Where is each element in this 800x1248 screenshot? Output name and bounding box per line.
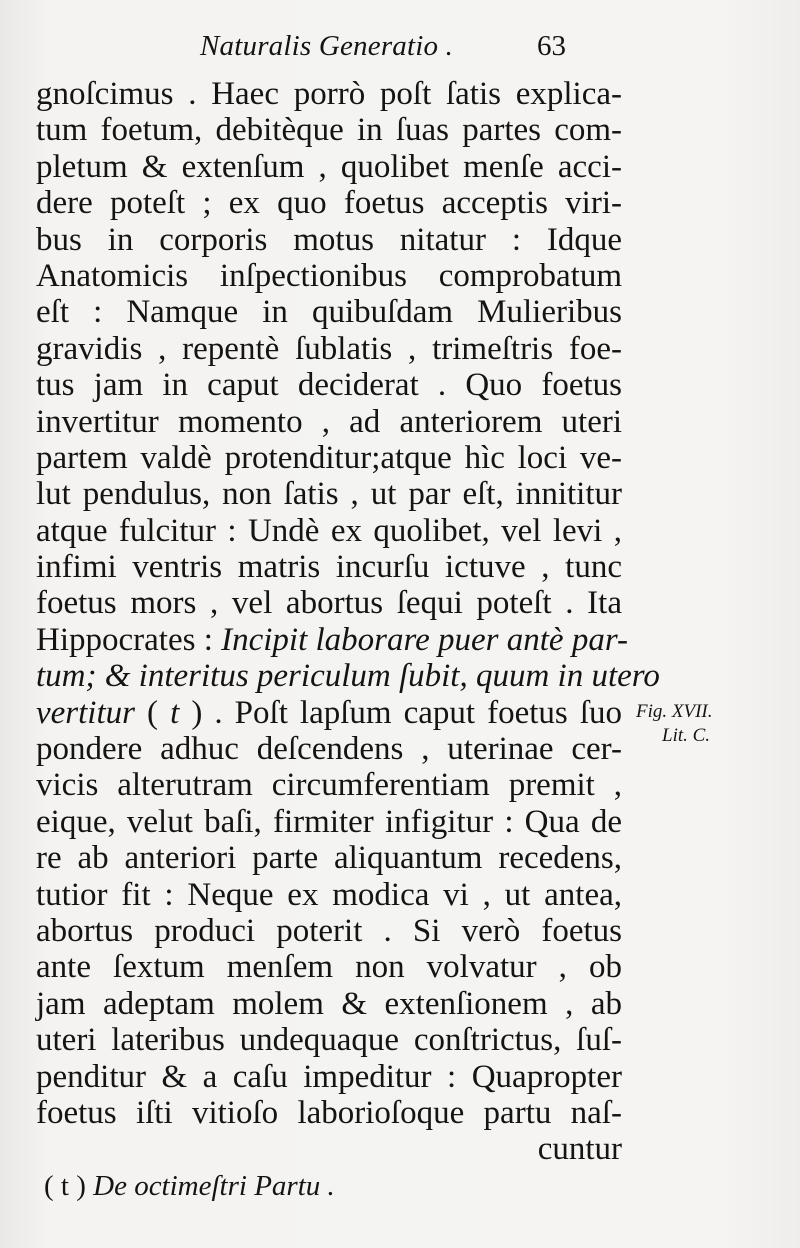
text-line xyxy=(36,367,622,403)
text-line xyxy=(36,294,622,330)
text-segment: penditur & a caſu impeditur : Quapropter xyxy=(36,1058,622,1095)
text-line xyxy=(36,149,622,185)
text-line xyxy=(36,731,622,767)
text-line xyxy=(36,840,622,876)
text-line xyxy=(36,185,622,221)
text-segment: re ab anteriori parte aliquantum recedens, xyxy=(36,840,622,877)
text-segment: cuntur xyxy=(537,1131,622,1168)
text-segment: eſt : Namque in quibuſdam Mulieribus xyxy=(36,294,622,331)
text-segment: atque fulcitur : Undè ex quolibet, vel levi , xyxy=(36,512,622,549)
text-segment: bus in corporis motus nitatur : Idque xyxy=(36,221,622,258)
text-segment: tus jam in caput deciderat . Quo foetus xyxy=(36,367,622,404)
text-line xyxy=(36,404,622,440)
footnote xyxy=(44,1170,335,1203)
text-segment: foetus iſti vitioſo laborioſoque partu naſ- xyxy=(36,1094,622,1131)
footnote-text: De octimeſtri Partu . xyxy=(93,1170,335,1202)
text-segment: foetus mors , vel abortus ſequi poteſt . Ita xyxy=(36,585,622,622)
italic-segment: tum; & interitus periculum ſubit, quum in utero xyxy=(36,658,660,695)
text-segment: pondere adhuc deſcendens , uterinae cer- xyxy=(36,731,622,768)
text-line xyxy=(36,986,622,1022)
text-line xyxy=(36,112,622,148)
text-line xyxy=(36,476,622,512)
italic-segment: t xyxy=(170,694,180,731)
text-segment: uteri lateribus undequaque conſtrictus, ſuſ- xyxy=(36,1022,622,1059)
body-text xyxy=(36,76,660,1168)
margin-note-letter: Lit. C. xyxy=(662,725,711,746)
text-line xyxy=(36,767,622,803)
text-segment: jam adeptam molem & extenſionem , ab xyxy=(36,985,622,1022)
text-line xyxy=(36,1131,622,1167)
running-head xyxy=(200,30,620,70)
text-segment: dere poteſt ; ex quo foetus acceptis viri- xyxy=(36,185,622,222)
margin-note xyxy=(636,700,746,748)
text-segment: invertitur momento , ad anteriorem uteri xyxy=(36,403,622,440)
text-segment: infimi ventris matris incurſu ictuve , tunc xyxy=(36,549,622,586)
text-segment: vicis alterutram circumferentiam premit , xyxy=(36,767,622,804)
text-line xyxy=(36,513,622,549)
text-line xyxy=(36,1022,622,1058)
text-segment: tutior fit : Neque ex modica vi , ut antea, xyxy=(36,876,622,913)
text-segment: Hippocrates : xyxy=(36,621,222,658)
text-line xyxy=(36,76,622,112)
text-line xyxy=(36,804,622,840)
italic-segment: vertitur xyxy=(36,694,135,731)
footnote-marker: ( t ) xyxy=(44,1170,94,1202)
text-segment: tum foetum, debitèque in ſuas partes com- xyxy=(36,112,622,149)
text-segment: eique, velut baſi, firmiter infigitur : Qua de xyxy=(36,803,622,840)
text-segment: gravidis , repentè ſublatis , trimeſtris foe- xyxy=(36,330,622,367)
text-line xyxy=(36,877,622,913)
text-line xyxy=(36,913,622,949)
text-line xyxy=(36,621,629,658)
text-segment: ante ſextum menſem non volvatur , ob xyxy=(36,949,622,986)
text-segment: ( xyxy=(134,694,171,731)
running-title: Naturalis Generatio . xyxy=(200,30,454,62)
text-segment: abortus produci poterit . Si verò foetus xyxy=(36,912,622,949)
text-segment: pletum & extenſum , quolibet menſe acci- xyxy=(36,148,622,185)
italic-segment: Incipit laborare puer antè par- xyxy=(221,621,629,658)
text-line xyxy=(36,695,622,731)
text-line xyxy=(36,949,622,985)
text-segment: gnoſcimus . Haec porrò poſt ſatis explica- xyxy=(36,76,622,112)
text-line xyxy=(36,440,622,476)
text-line xyxy=(36,549,622,585)
text-line xyxy=(36,658,660,695)
text-segment: ) . Poſt lapſum caput foetus ſuo xyxy=(179,694,623,731)
text-segment: partem valdè protenditur;atque hìc loci ve- xyxy=(36,439,622,476)
page-number: 63 xyxy=(537,30,566,62)
text-line xyxy=(36,258,622,294)
text-line xyxy=(36,331,622,367)
text-line xyxy=(36,585,622,621)
text-segment: Anatomicis inſpectionibus comprobatum xyxy=(36,257,622,294)
text-segment: lut pendulus, non ſatis , ut par eſt, innititur xyxy=(36,476,622,513)
margin-note-figure: Fig. XVII. xyxy=(636,701,713,722)
text-line xyxy=(36,1095,622,1131)
text-line xyxy=(36,222,622,258)
text-line xyxy=(36,1059,622,1095)
